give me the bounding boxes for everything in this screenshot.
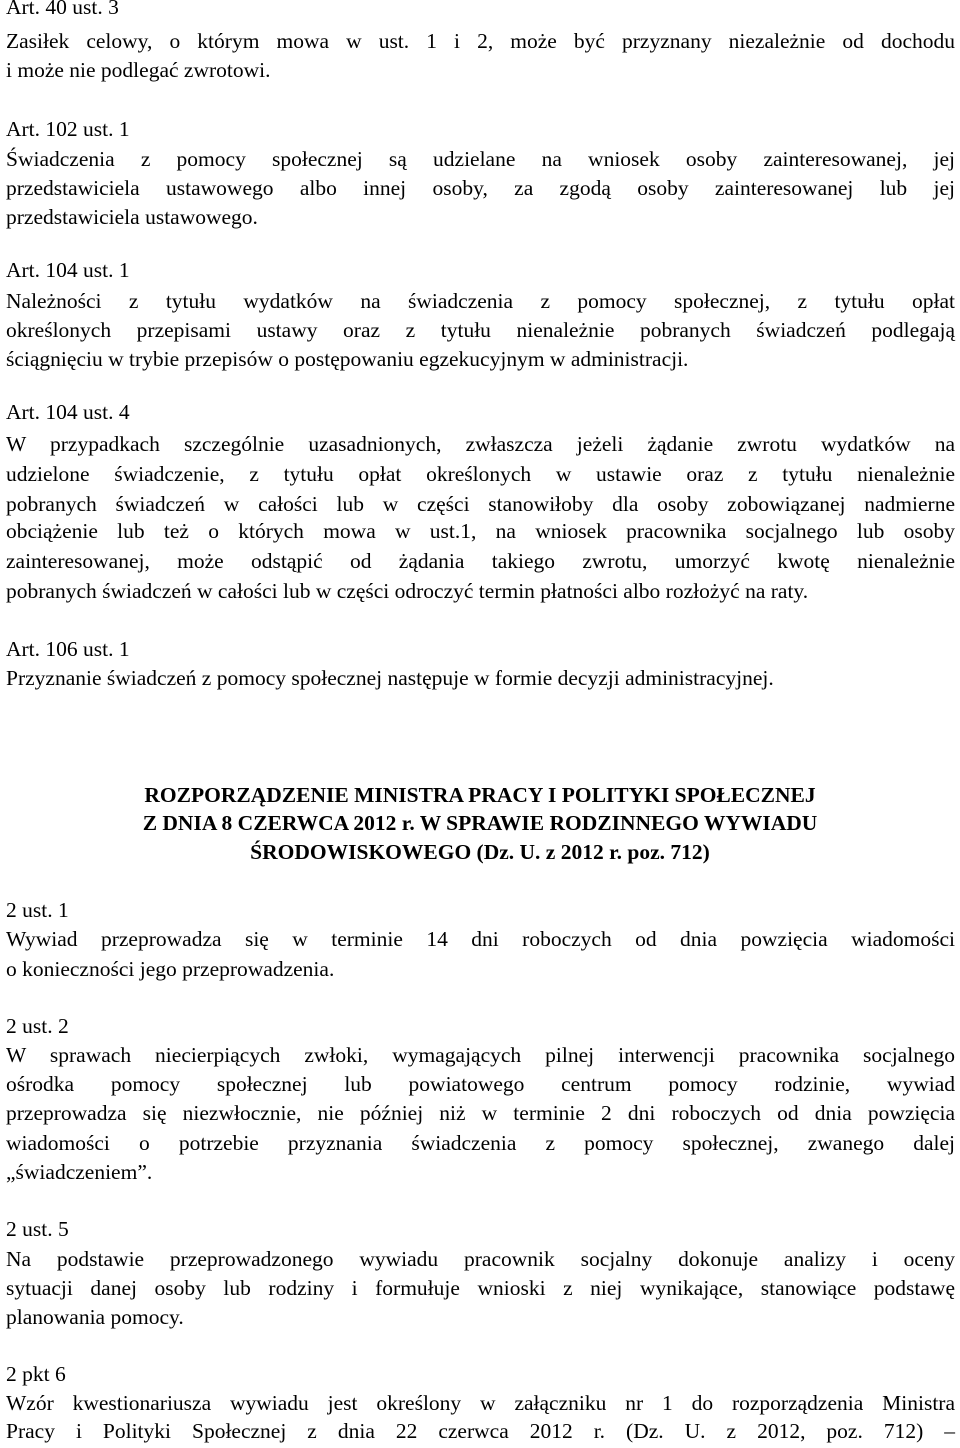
section-heading: Art. 104 ust. 1 <box>6 258 130 282</box>
paragraph-line: zainteresowanej, może odstąpić od żądania takiego zwrotu, umorzyć kwotę nienależnie <box>6 549 955 573</box>
paragraph-line: W przypadkach szczególnie uzasadnionych, zwłaszcza jeżeli żądanie zwrotu wydatków na <box>6 432 955 456</box>
paragraph-line: ośrodka pomocy społecznej lub powiatowego centrum pomocy rodzinie, wywiad <box>6 1072 955 1096</box>
paragraph-line: ściągnięciu w trybie przepisów o postępowaniu egzekucyjnym w administracji. <box>6 347 689 371</box>
section-heading: 2 ust. 1 <box>6 898 69 922</box>
section-heading: Art. 106 ust. 1 <box>6 637 130 661</box>
paragraph-line: o konieczności jego przeprowadzenia. <box>6 957 335 981</box>
paragraph-line: Wywiad przeprowadza się w terminie 14 dni roboczych od dnia powzięcia wiadomości <box>6 927 955 951</box>
paragraph-line: planowania pomocy. <box>6 1305 184 1329</box>
paragraph-line: udzielone świadczenie, z tytułu opłat określonych w ustawie oraz z tytułu nienależnie <box>6 462 955 486</box>
paragraph-line: i może nie podlegać zwrotowi. <box>6 58 271 82</box>
paragraph-line: przedstawiciela ustawowego albo innej osoby, za zgodą osoby zainteresowanej lub jej <box>6 176 955 200</box>
paragraph-line: Zasiłek celowy, o którym mowa w ust. 1 i 2, może być przyznany niezależnie od dochodu <box>6 29 955 53</box>
section-heading: 2 pkt 6 <box>6 1362 66 1386</box>
regulation-title-line: ŚRODOWISKOWEGO (Dz. U. z 2012 r. poz. 712) <box>250 840 710 864</box>
section-heading: Art. 102 ust. 1 <box>6 117 130 141</box>
paragraph-line: obciążenie lub też o których mowa w ust.1, na wniosek pracownika socjalnego lub osoby <box>6 519 955 543</box>
section-heading: 2 ust. 2 <box>6 1014 69 1038</box>
paragraph-line: Wzór kwestionariusza wywiadu jest określony w załączniku nr 1 do rozporządzenia Ministra <box>6 1391 955 1415</box>
paragraph-line: przeprowadza się niezwłocznie, nie później niż w terminie 2 dni roboczych od dnia powzięcia <box>6 1101 955 1125</box>
paragraph-line: określonych przepisami ustawy oraz z tytułu nienależnie pobranych świadczeń podlegają <box>6 318 955 342</box>
paragraph-line: „świadczeniem”. <box>6 1160 153 1184</box>
paragraph-line: pobranych świadczeń w całości lub w części odroczyć termin płatności albo rozłożyć na raty. <box>6 579 809 603</box>
section-heading: Art. 40 ust. 3 <box>6 0 119 19</box>
regulation-title-line: Z DNIA 8 CZERWCA 2012 r. W SPRAWIE RODZINNEGO WYWIADU <box>142 811 818 835</box>
regulation-title-line: ROZPORZĄDZENIE MINISTRA PRACY I POLITYKI SPOŁECZNEJ <box>144 783 816 807</box>
paragraph-line: Na podstawie przeprowadzonego wywiadu pracownik socjalny dokonuje analizy i oceny <box>6 1247 955 1271</box>
paragraph-line: wiadomości o potrzebie przyznania świadczenia z pomocy społecznej, zwanego dalej <box>6 1131 955 1155</box>
section-heading: 2 ust. 5 <box>6 1217 69 1241</box>
paragraph-line: pobranych świadczeń w całości lub w części stanowiłoby dla osoby zobowiązanej nadmierne <box>6 492 955 516</box>
paragraph-line: Świadczenia z pomocy społecznej są udzielane na wniosek osoby zainteresowanej, jej <box>6 147 955 171</box>
section-heading: Art. 104 ust. 4 <box>6 400 130 424</box>
paragraph-line: Pracy i Polityki Społecznej z dnia 22 czerwca 2012 r. (Dz. U. z 2012, poz. 712) – <box>6 1419 955 1443</box>
paragraph-line: sytuacji danej osoby lub rodziny i formułuje wnioski z niej wynikające, stanowiące podstawę <box>6 1276 955 1300</box>
paragraph-line: przedstawiciela ustawowego. <box>6 205 258 229</box>
paragraph-line: Należności z tytułu wydatków na świadczenia z pomocy społecznej, z tytułu opłat <box>6 289 955 313</box>
paragraph-line: Przyznanie świadczeń z pomocy społecznej następuje w formie decyzji administracyjnej. <box>6 666 774 690</box>
paragraph-line: W sprawach niecierpiących zwłoki, wymagających pilnej interwencji pracownika socjalnego <box>6 1043 955 1067</box>
